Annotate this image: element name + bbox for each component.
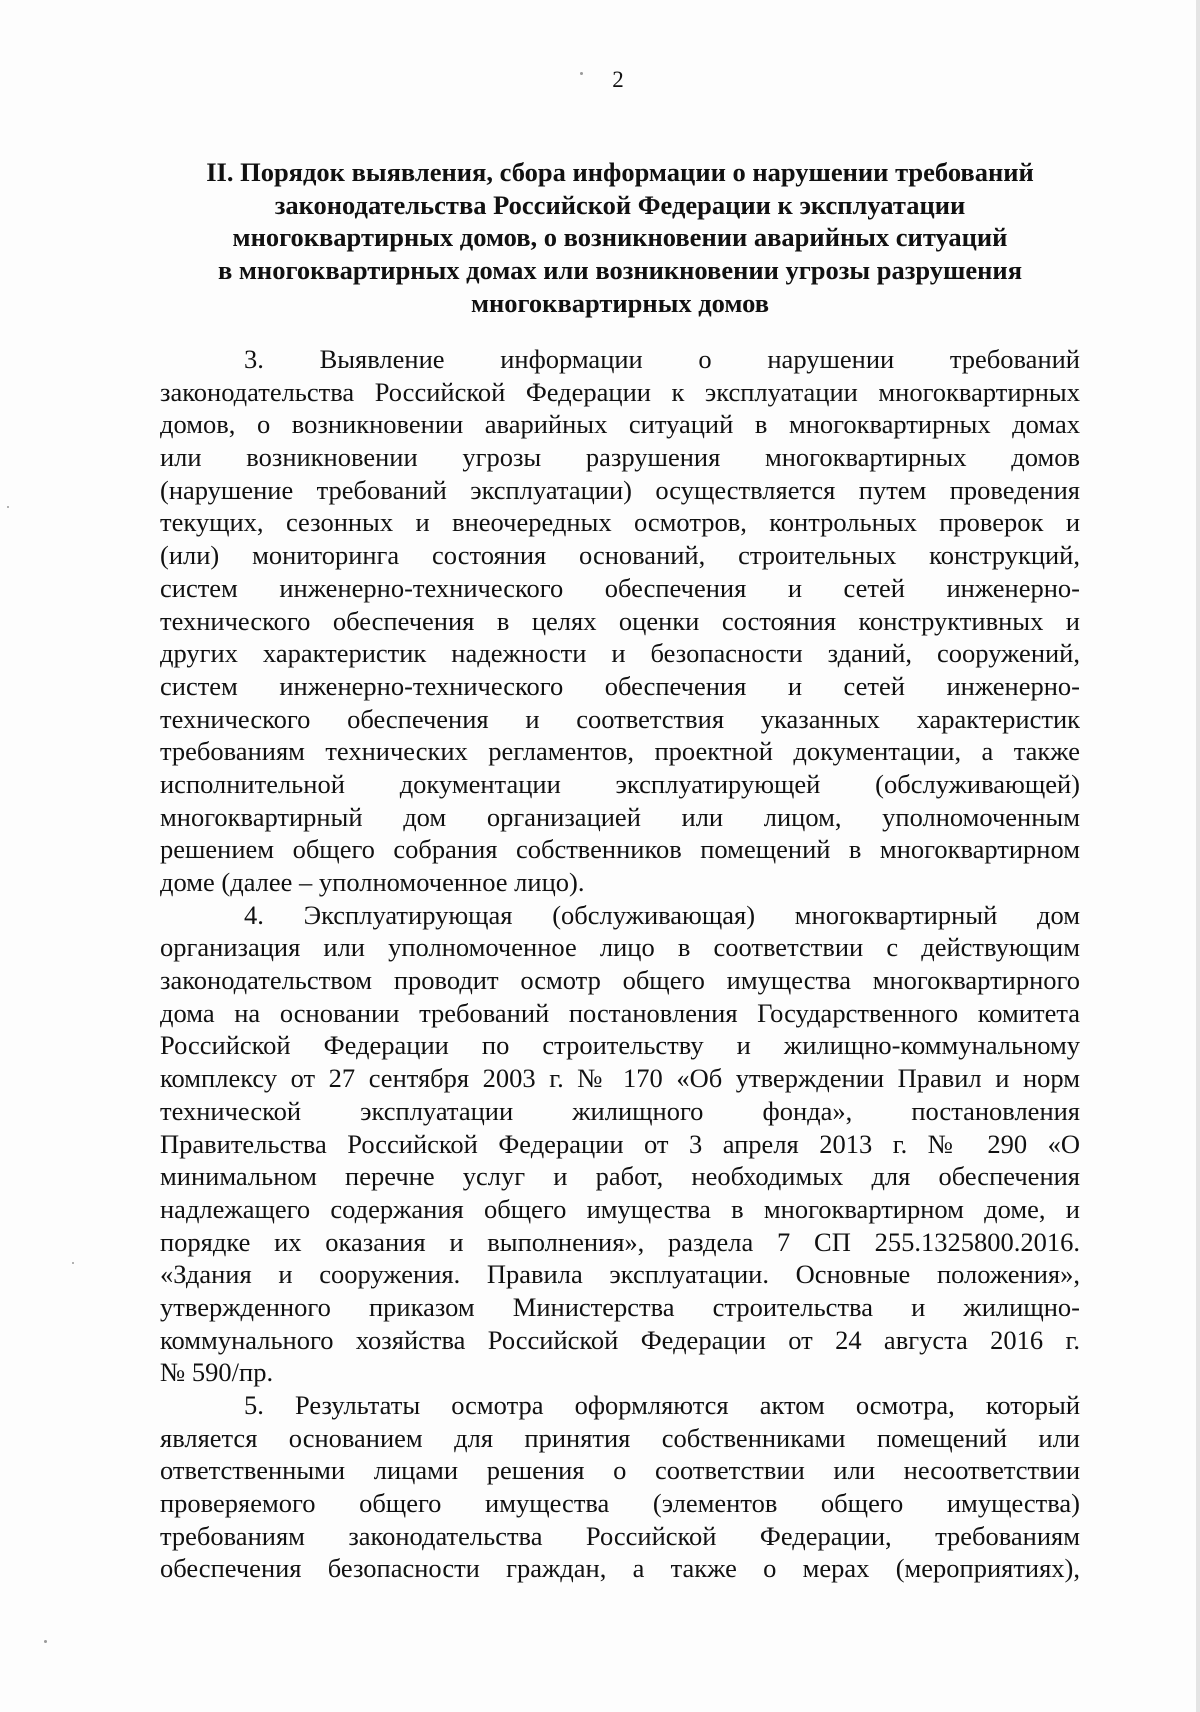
text-line: ответственными лицами решения о соответствии или несоответствии: [160, 1455, 1080, 1486]
text-line: «Здания и сооружения. Правила эксплуатации. Основные положения»,: [160, 1259, 1080, 1290]
page-number: 2: [612, 67, 624, 92]
text-line: исполнительной документации эксплуатирующей (обслуживающей): [160, 768, 1080, 799]
text-line: надлежащего содержания общего имущества в многоквартирном доме, и: [160, 1193, 1080, 1224]
text-line: домов, о возникновении аварийных ситуаций в многоквартирных домах: [160, 409, 1080, 440]
text-line: технической эксплуатации жилищного фонда», постановления: [160, 1095, 1080, 1126]
text-line: систем инженерно-технического обеспечения и сетей инженерно-: [160, 572, 1080, 603]
text-line: проверяемого общего имущества (элементов общего имущества): [160, 1488, 1080, 1519]
text-line: технического обеспечения и соответствия указанных характеристик: [160, 703, 1080, 734]
text-line: доме (далее – уполномоченное лицо).: [160, 867, 585, 897]
text-line: (нарушение требований эксплуатации) осуществляется путем проведения: [160, 474, 1080, 505]
text-line: Российской Федерации по строительству и жилищно-коммунальному: [160, 1030, 1080, 1061]
section-title: [160, 156, 1080, 320]
text-line: порядке их оказания и выполнения», раздела 7 СП 255.1325800.2016.: [160, 1226, 1080, 1257]
text-line: законодательства Российской Федерации к эксплуатации многоквартирных: [160, 376, 1080, 407]
text-line: 4. Эксплуатирующая (обслуживающая) многоквартирный дом: [244, 899, 1080, 930]
scan-speck: [72, 1262, 74, 1264]
text-line: комплексу от 27 сентября 2003 г. № 170 «Об утверждении Правил и норм: [160, 1063, 1080, 1094]
text-line: технического обеспечения в целях оценки состояния конструктивных и: [160, 605, 1080, 636]
text-line: является основанием для принятия собственниками помещений или: [160, 1422, 1080, 1453]
text-line: 3. Выявление информации о нарушении требований: [244, 344, 1080, 374]
text-line: других характеристик надежности и безопасности зданий, сооружений,: [160, 638, 1080, 669]
text-line: Правительства Российской Федерации от 3 апреля 2013 г. № 290 «О: [160, 1128, 1080, 1159]
scan-speck: [44, 1640, 47, 1643]
body-text: [160, 343, 1080, 1585]
section-title-line: законодательства Российской Федерации к эксплуатации: [274, 189, 966, 220]
text-line: законодательством проводит осмотр общего имущества многоквартирного: [160, 965, 1080, 996]
text-line: (или) мониторинга состояния оснований, строительных конструкций,: [160, 540, 1080, 571]
text-line: дома на основании требований постановления Государственного комитета: [160, 997, 1080, 1028]
text-line: требованиям технических регламентов, проектной документации, а также: [160, 736, 1080, 767]
text-line: систем инженерно-технического обеспечения и сетей инженерно-: [160, 670, 1080, 701]
text-line: 5. Результаты осмотра оформляются актом осмотра, который: [244, 1390, 1080, 1420]
section-title-line: многоквартирных домов: [470, 287, 770, 318]
text-line: минимальном перечне услуг и работ, необходимых для обеспечения: [160, 1161, 1080, 1192]
text-line: текущих, сезонных и внеочередных осмотров, контрольных проверок и: [160, 507, 1080, 538]
section-title-line: II. Порядок выявления, сбора информации о нарушении требований: [206, 157, 1034, 187]
text-line: решением общего собрания собственников помещений в многоквартирном: [160, 834, 1080, 865]
text-line: обеспечения безопасности граждан, а также о мерах (мероприятиях),: [160, 1553, 1080, 1584]
scan-edge: [1196, 0, 1200, 1712]
scan-speck: [7, 506, 9, 508]
section-title-line: многоквартирных домов, о возникновении аварийных ситуаций: [232, 222, 1008, 253]
text-line: утвержденного приказом Министерства строительства и жилищно-: [160, 1291, 1080, 1322]
text-line: или возникновении угрозы разрушения многоквартирных домов: [160, 442, 1080, 473]
text-line: коммунального хозяйства Российской Федерации от 24 августа 2016 г.: [160, 1324, 1080, 1355]
text-line: № 590/пр.: [160, 1357, 274, 1388]
text-line: организация или уполномоченное лицо в соответствии с действующим: [160, 932, 1080, 963]
text-line: требованиям законодательства Российской Федерации, требованиям: [160, 1520, 1080, 1551]
section-title-line: в многоквартирных домах или возникновении угрозы разрушения: [217, 255, 1023, 286]
text-line: многоквартирный дом организацией или лицом, уполномоченным: [160, 801, 1080, 832]
